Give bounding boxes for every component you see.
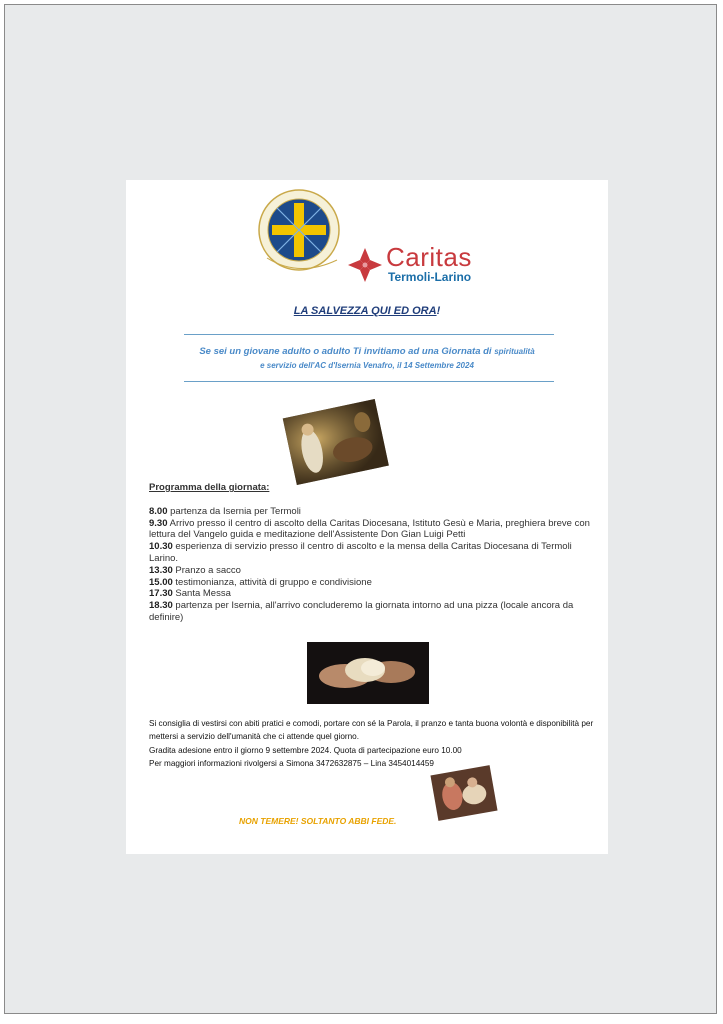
caritas-diocese: Termoli-Larino	[388, 270, 472, 284]
azione-cattolica-logo	[257, 188, 341, 272]
page-background	[4, 4, 717, 1014]
program-item: 10.30 esperienza di servizio presso il centro di ascolto e la mensa della Caritas Diocesana di Termoli Larino.	[149, 541, 572, 564]
program-item: 9.30 Arrivo presso il centro di ascolto della Caritas Diocesana, Istituto Gesù e Maria, preghiera breve con lettura del Vangelo guida e meditazione dell'Assistente Don Gian Luigi Petti	[149, 517, 590, 541]
program-item: 17.30 Santa Messa	[149, 588, 231, 600]
caritas-cross-icon	[346, 246, 384, 284]
program-item: 8.00 partenza da Isernia per Termoli	[149, 505, 301, 517]
divider-bottom	[184, 381, 554, 382]
program-heading: Programma della giornata:	[149, 482, 270, 493]
notes-advice: Si consiglia di vestirsi con abiti pratici e comodi, portare con sé la Parola, il pranzo e tanta buona volontà e disponibilità per mettersi a servizio dell'umanità che ci attende quel giorno.	[149, 719, 594, 742]
caritas-logo	[346, 242, 476, 286]
jesus-painting-image	[281, 398, 391, 488]
notes-registration: Gradita adesione entro il giorno 9 settembre 2024. Quota di partecipazione euro 10.00	[149, 745, 462, 755]
program-item: 18.30 partenza per Isernia, all'arrivo concluderemo la giornata intorno ad una pizza (locale ancora da definire)	[149, 600, 574, 623]
program-section	[149, 482, 599, 624]
flyer-page	[126, 180, 608, 854]
notes-contacts: Per maggiori informazioni rivolgersi a Simona 3472632875 – Lina 3454014459	[149, 758, 434, 768]
divider-top	[184, 334, 554, 335]
bread-hands-image	[307, 642, 429, 704]
program-item: 13.30 Pranzo a sacco	[149, 564, 241, 576]
page-title: LA SALVEZZA QUI ED ORA!	[293, 305, 441, 317]
program-item: 15.00 testimonianza, attività di gruppo e condivisione	[149, 576, 372, 588]
invitation-text: Se sei un giovane adulto o adulto Ti invitiamo ad una Giornata di spiritualità e servizio dell'AC d'Isernia Venafro, il 14 Settembre 2024	[199, 346, 535, 370]
notes-section	[149, 717, 599, 770]
closing-phrase: NON TEMERE! SOLTANTO ABBI FEDE.	[239, 816, 397, 826]
caritas-name: Caritas	[386, 242, 472, 272]
nativity-painting-image	[428, 764, 500, 822]
